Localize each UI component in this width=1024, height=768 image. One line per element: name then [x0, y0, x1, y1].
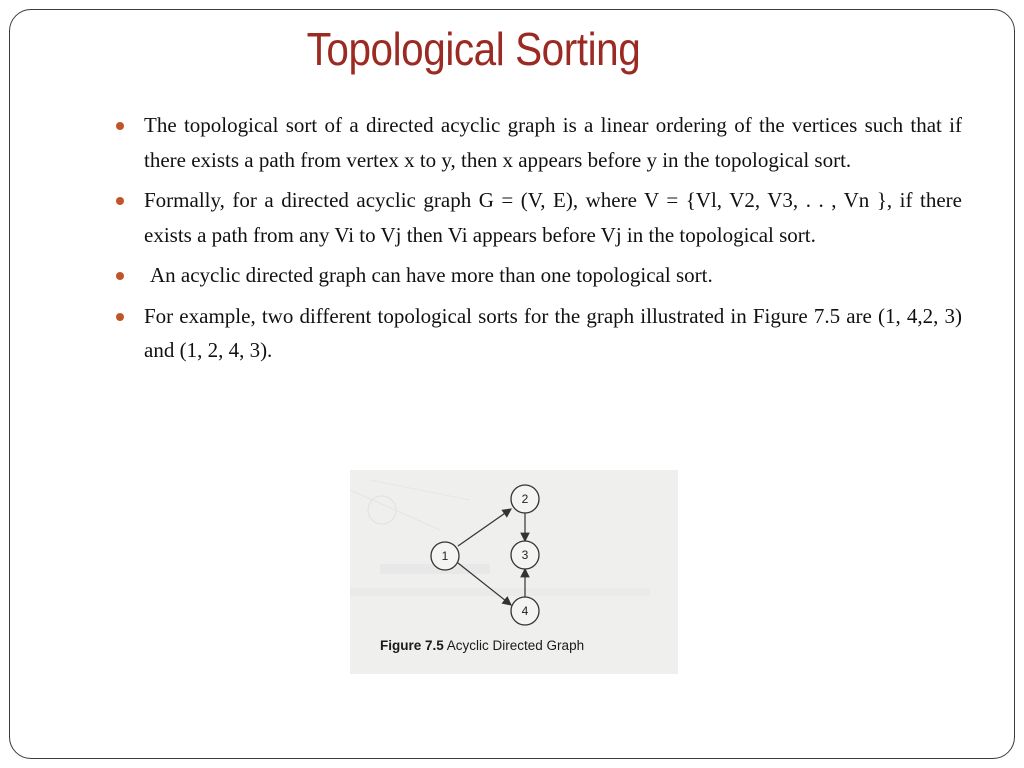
bullet-text: Formally, for a directed acyclic graph G = (V, E), where V = {Vl, V2, V3, . . , Vn }, if there exists a path from any Vi to Vj then Vi appears before Vj in the topological sort.: [144, 188, 962, 247]
bullet-dot-icon: [116, 122, 124, 130]
graph-figure: [350, 470, 678, 674]
graph-node-1: [431, 542, 459, 570]
edge-1-2: [458, 509, 511, 546]
bullet-dot-icon: [116, 272, 124, 280]
bullet-item: [112, 108, 962, 177]
bullet-list: [112, 108, 962, 374]
bullet-text: The topological sort of a directed acyclic graph is a linear ordering of the vertices such that if there exists a path from vertex x to y, then x appears before y in the topological sort.: [144, 113, 962, 172]
svg-text:1: 1: [441, 549, 449, 563]
bullet-dot-icon: [116, 313, 124, 321]
svg-text:2: 2: [521, 492, 529, 506]
background-artifacts: [350, 480, 650, 596]
figure-caption-text: Acyclic Directed Graph: [443, 638, 585, 653]
bullet-item: [112, 183, 962, 252]
svg-text:4: 4: [521, 604, 529, 618]
bullet-item: [112, 299, 962, 368]
bullet-text: For example, two different topological sorts for the graph illustrated in Figure 7.5 are (1, 4,2, 3) and (1, 2, 4, 3).: [144, 303, 962, 362]
slide-title: Topological Sorting: [306, 23, 641, 75]
graph-node-4: [511, 597, 539, 625]
bullet-text: An acyclic directed graph can have more than one topological sort.: [150, 263, 713, 287]
figure-caption: [380, 638, 584, 653]
bullet-dot-icon: [116, 197, 124, 205]
bullet-item: [112, 258, 962, 293]
graph-node-3: [511, 541, 539, 569]
figure-caption-number: Figure 7.5: [380, 638, 444, 653]
graph-node-2: [511, 485, 539, 513]
svg-text:3: 3: [521, 548, 529, 562]
